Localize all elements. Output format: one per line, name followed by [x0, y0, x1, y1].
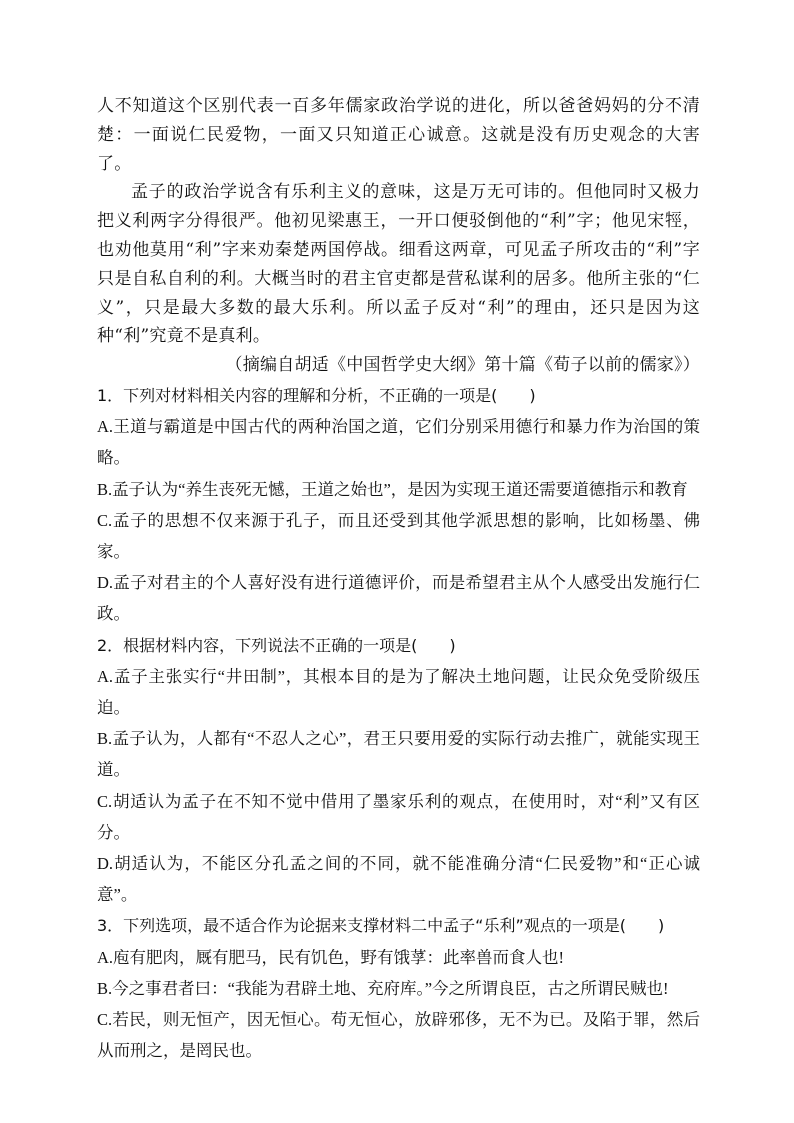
document-page — [97, 92, 700, 1066]
question-stem: 2．根据材料内容，下列说法不正确的一项是( ) — [97, 635, 456, 655]
option-d: D.孟子对君主的个人喜好没有进行道德评价，而是希望君主从个人感受出发施行仁政。 — [97, 573, 700, 624]
question-3 — [97, 910, 700, 1066]
passage-paragraph: 人不知道这个区别代表一百多年儒家政治学说的进化，所以爸爸妈妈的分不清楚：一面说仁民爱物，一面又只知道正心诚意。这就是没有历史观念的大害了。 — [97, 96, 700, 174]
option-c: C.若民，则无恒产，因无恒心。苟无恒心，放辟邪侈，无不为已。及陷于罪，然后从而刑之，是罔民也。 — [97, 1010, 700, 1061]
passage-source: （摘编自胡适《中国哲学史大纲》第十篇《荀子以前的儒家》） — [225, 355, 700, 376]
option-a: A.孟子主张实行“井田制”，其根本目的是为了解决土地问题，让民众免受阶级压迫。 — [97, 666, 700, 717]
question-list — [97, 380, 700, 1066]
question-2 — [97, 630, 700, 911]
option-b: B.今之事君者曰：“我能为君辟土地、充府库。”今之所谓良臣，古之所谓民贼也! — [97, 978, 669, 998]
option-d: D.胡适认为，不能区分孔孟之间的不同，就不能准确分清“仁民爱物”和“正心诚意”。 — [97, 854, 700, 905]
passage-paragraph: 孟子的政治学说含有乐利主义的意味，这是万无可讳的。但他同时又极力把义利两字分得很严。他初见梁惠王，一开口便驳倒他的“利”字；他见宋牼，也劝他莫用“利”字来劝秦楚两国停战。细看这两章，可见孟子所攻击的“利”字只是自私自利的利。大概当时的君主官吏都是营私谋利的居多。他所主张的“仁义”，只是最大多数的最大乐利。所以孟子反对“利”的理由，还只是因为这种“利”究竟不是真利。 — [97, 182, 700, 347]
reading-passage — [97, 92, 700, 380]
option-c: C.孟子的思想不仅来源于孔子，而且还受到其他学派思想的影响，比如杨墨、佛家。 — [97, 510, 700, 561]
question-1 — [97, 380, 700, 630]
option-c: C.胡适认为孟子在不知不觉中借用了墨家乐利的观点，在使用时，对“利”又有区分。 — [97, 791, 700, 842]
question-stem: 3．下列选项，最不适合作为论据来支撑材料二中孟子“乐利”观点的一项是( ) — [97, 916, 665, 936]
option-a: A.庖有肥肉，厩有肥马，民有饥色，野有饿莩：此率兽而食人也! — [97, 947, 565, 967]
option-a: A.王道与霸道是中国古代的两种治国之道，它们分别采用德行和暴力作为治国的策略。 — [97, 417, 700, 468]
option-b: B.孟子认为，人都有“不忍人之心”，君王只要用爱的实际行动去推广，就能实现王道。 — [97, 729, 700, 780]
question-stem: 1．下列对材料相关内容的理解和分析，不正确的一项是( ) — [97, 385, 536, 405]
option-b: B.孟子认为“养生丧死无憾，王道之始也”，是因为实现王道还需要道德指示和教育 — [97, 479, 688, 499]
